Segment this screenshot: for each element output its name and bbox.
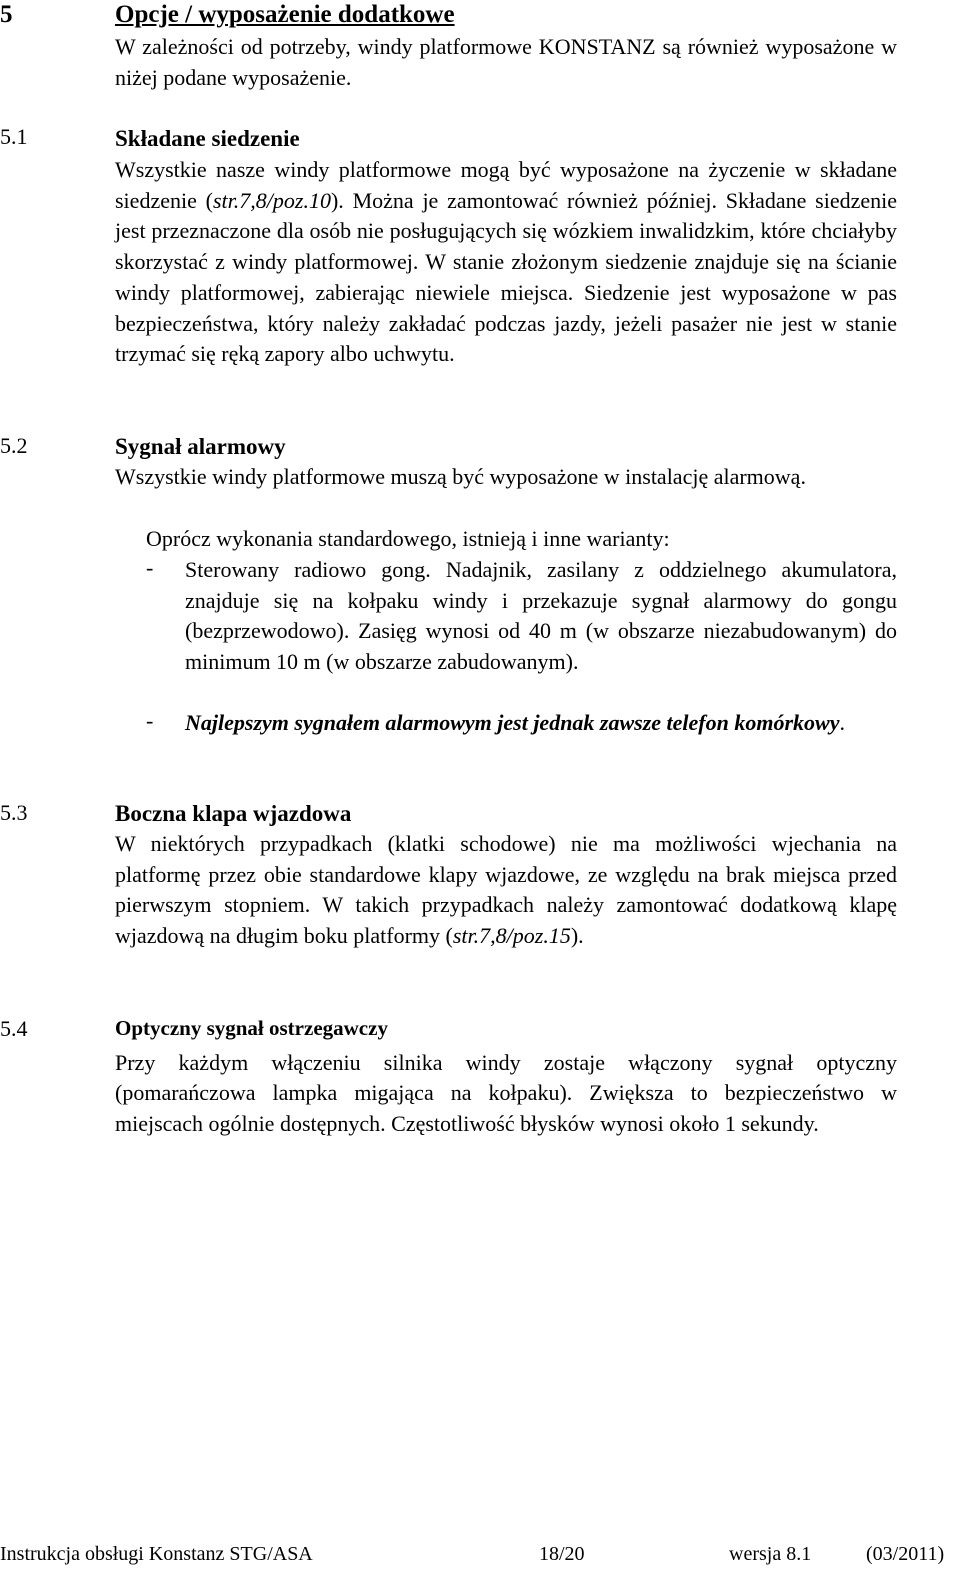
footer-page-number: 18/20 bbox=[539, 1543, 585, 1565]
section-5-2-intro: Oprócz wykonania standardowego, istnieją i inne warianty: bbox=[146, 526, 670, 551]
footer-version: wersja 8.1 bbox=[729, 1543, 812, 1565]
bullet-mobile-phone bbox=[185, 708, 897, 739]
section-5-3-number: 5.3 bbox=[0, 800, 28, 825]
section-5-1-text-a: Wszystkie nasze windy platformowe mogą być wyposażone na życzenie w składane siedzenie ( bbox=[115, 157, 897, 213]
section-5-3-title: Boczna klapa wjazdowa bbox=[115, 801, 352, 826]
section-5-3-text bbox=[115, 829, 897, 952]
bullet-mobile-phone-period: . bbox=[839, 710, 845, 735]
section-5-3-reference: str.7,8/poz.15 bbox=[452, 923, 571, 949]
bullet-mobile-phone-text: Najlepszym sygnałem alarmowym jest jednak zawsze telefon komórkowy bbox=[185, 710, 840, 735]
section-5-4-number: 5.4 bbox=[0, 1016, 28, 1041]
footer-date: (03/2011) bbox=[866, 1543, 945, 1565]
section-5-1-number: 5.1 bbox=[0, 124, 28, 149]
section-5-4-title: Optyczny sygnał ostrzegawczy bbox=[115, 1016, 388, 1040]
footer-document-title: Instrukcja obsługi Konstanz STG/ASA bbox=[0, 1543, 313, 1565]
section-5-number: 5 bbox=[0, 1, 13, 28]
bullet-radio-gong: Sterowany radiowo gong. Nadajnik, zasilany z oddzielnego akumulatora, znajduje się na kołpaku windy i przekazuje sygnał alarmowy do gongu (bezprzewodowo). Zasięg wynosi od 40 m (w obszarze niezabudowanym) do minimum 10 m (w obszarze zabudowanym). bbox=[185, 557, 897, 674]
section-5-4-text: Przy każdym włączeniu silnika windy zostaje włączony sygnał optyczny (pomarańczowa lampka migająca na kołpaku). Zwiększa to bezpieczeństwo w miejscach ogólnie dostępnych. Częstotliwość błysków wynosi około 1 sekundy. bbox=[115, 1050, 897, 1136]
section-5-2-number: 5.2 bbox=[0, 433, 28, 458]
section-5-1-reference: str.7,8/poz.10 bbox=[212, 187, 331, 213]
section-5-1-text-b: ). Można je zamontować również później. Składane siedzenie jest przeznaczone dla osób nie posługujących się wózkiem inwalidzkim, które chciałyby skorzystać z windy platformowej. W stanie złożonym siedzenie znajduje się na ścianie windy platformowej, zabierając niewiele miejsca. Siedzenie jest wyposażone w pas bezpieczeństwa, który należy zakładać podczas jazdy, jeżeli pasażer nie jest w stanie trzymać się ręką zapory albo uchwytu. bbox=[115, 187, 898, 367]
section-5-2-text: Wszystkie windy platformowe muszą być wyposażone w instalację alarmową. bbox=[115, 464, 806, 489]
section-5-1-text bbox=[115, 155, 897, 370]
section-5-1-title: Składane siedzenie bbox=[115, 126, 300, 151]
section-5-text: W zależności od potrzeby, windy platformowe KONSTANZ są również wyposażone w niżej podane wyposażenie. bbox=[115, 34, 897, 90]
bullet-dash-2: - bbox=[146, 708, 154, 733]
bullet-dash-1: - bbox=[146, 555, 154, 580]
section-5-title: Opcje / wyposażenie dodatkowe bbox=[115, 1, 455, 28]
section-5-2-title: Sygnał alarmowy bbox=[115, 434, 286, 459]
section-5-3-text-b: ). bbox=[570, 923, 584, 949]
section-5-3-text-a: W niektórych przypadkach (klatki schodowe) nie ma możliwości wjechania na platformę przez obie standardowe klapy wjazdowe, ze względu na brak miejsca przed pierwszym stopniem. W takich przypadkach należy zamontować dodatkową klapę wjazdową na długim boku platformy ( bbox=[115, 831, 897, 949]
